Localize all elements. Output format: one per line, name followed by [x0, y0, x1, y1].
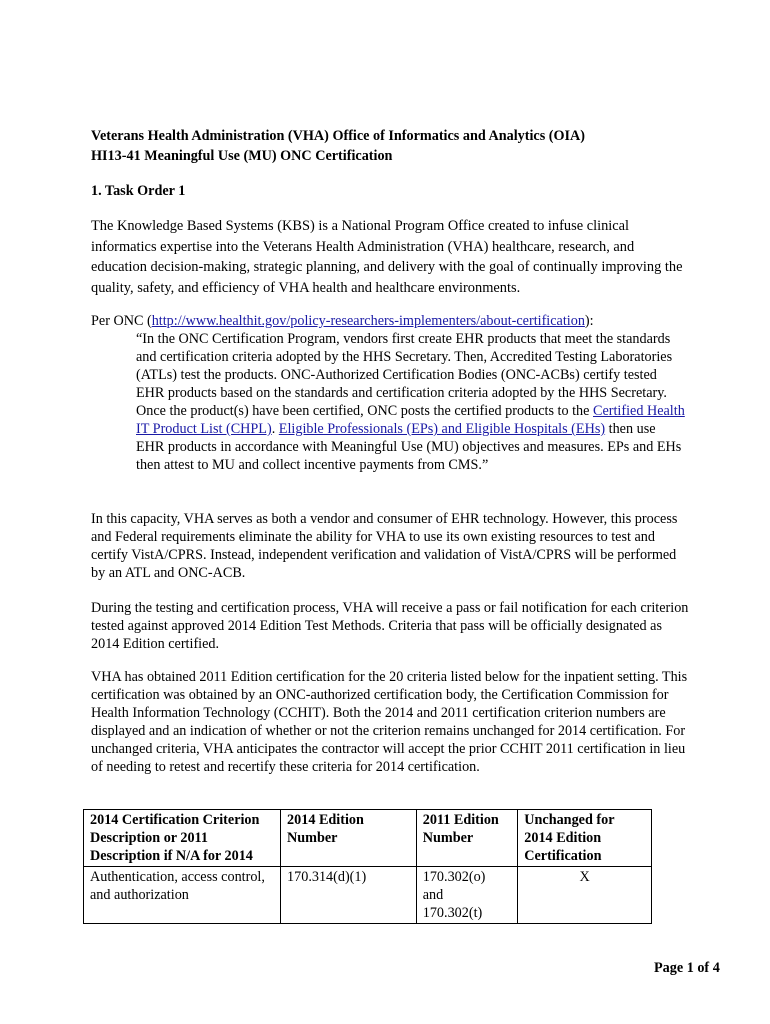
cell-description: Authentication, access control, and authorization	[84, 867, 281, 924]
eligible-professionals-link[interactable]: Eligible Professionals (EPs) and Eligible Hospitals (EHs)	[278, 421, 606, 437]
per-onc-suffix: ):	[584, 313, 594, 329]
per-onc-prefix: Per ONC (	[91, 313, 152, 329]
per-onc-line	[91, 312, 691, 330]
onc-quote	[136, 330, 686, 474]
cell-unchanged: X	[518, 867, 652, 924]
intro-paragraph: The Knowledge Based Systems (KBS) is a National Program Office created to infuse clinical informatics expertise into the Veterans Health Administration (VHA) healthcare, research, and education decision-making, strategic planning, and delivery with the goal of continually improving the quality, safety, and efficiency of VHA health and healthcare environments.	[91, 218, 683, 296]
quote-part-2: then use EHR products in accordance with Meaningful Use (MU) objectives and measures. EPs and EHs then attest to MU and collect incentive payments from CMS.”	[136, 421, 682, 473]
page-number: Page 1 of 4	[654, 960, 720, 976]
cell-2014-edition: 170.314(d)(1)	[281, 867, 417, 924]
chpl-link[interactable]: Certified Health IT Product List (CHPL)	[136, 403, 685, 437]
paragraph-2011-certification: VHA has obtained 2011 Edition certification for the 20 criteria listed below for the inpatient setting. This certification was obtained by an ONC-authorized certification body, the Certification Commission for Health Information Technology (CCHIT). Both the 2014 and 2011 certification criterion numbers are displayed and an indication of whether or not the criterion remains unchanged for 2014 certification. For unchanged criteria, VHA anticipates the contractor will accept the prior CCHIT 2011 certification in lieu of needing to retest and recertify these criteria for 2014 certification.	[91, 669, 688, 775]
header-unchanged: Unchanged for 2014 Edition Certification	[518, 810, 652, 867]
header-2014-edition: 2014 Edition Number	[281, 810, 417, 867]
cell-2011-edition-a: 170.302(o)	[422, 869, 486, 885]
cell-2011-edition	[416, 867, 518, 924]
title-line-1: Veterans Health Administration (VHA) Office of Informatics and Analytics (OIA)	[91, 128, 586, 144]
cell-2011-edition-b: 170.302(t)	[422, 905, 483, 921]
quote-mid: .	[271, 421, 279, 437]
title-line-2: HI13-41 Meaningful Use (MU) ONC Certification	[91, 148, 393, 164]
header-2011-edition: 2011 Edition Number	[416, 810, 518, 867]
quote-part-1: “In the ONC Certification Program, vendors first create EHR products that meet the standards and certification criteria adopted by the HHS Secretary. Then, Accredited Testing Laboratories (ATLs) test the products. ONC-Authorized Certification Bodies (ONC-ACBs) certify tested EHR products based on the standards and certification criteria adopted by the HHS Secretary. Once the product(s) have been certified, ONC posts the certified products to the	[136, 331, 673, 419]
certification-table	[83, 809, 652, 924]
table-row	[84, 867, 652, 924]
table-header-row	[84, 810, 652, 867]
document-title	[91, 126, 691, 166]
section-heading: 1. Task Order 1	[91, 183, 186, 199]
header-description: 2014 Certification Criterion Description or 2011 Description if N/A for 2014	[84, 810, 281, 867]
about-certification-link[interactable]: http://www.healthit.gov/policy-researchers-implementers/about-certification	[151, 313, 585, 329]
cell-2011-edition-and: and	[422, 887, 444, 903]
paragraph-testing-process: During the testing and certification process, VHA will receive a pass or fail notification for each criterion tested against approved 2014 Edition Test Methods. Criteria that pass will be officially designated as 2014 Edition certified.	[91, 600, 689, 652]
paragraph-vendor-consumer: In this capacity, VHA serves as both a vendor and consumer of EHR technology. However, this process and Federal requirements eliminate the ability for VHA to use its own existing resources to test and certify VistA/CPRS. Instead, independent verification and validation of VistA/CPRS will be performed by an ATL and ONC-ACB.	[91, 511, 678, 581]
